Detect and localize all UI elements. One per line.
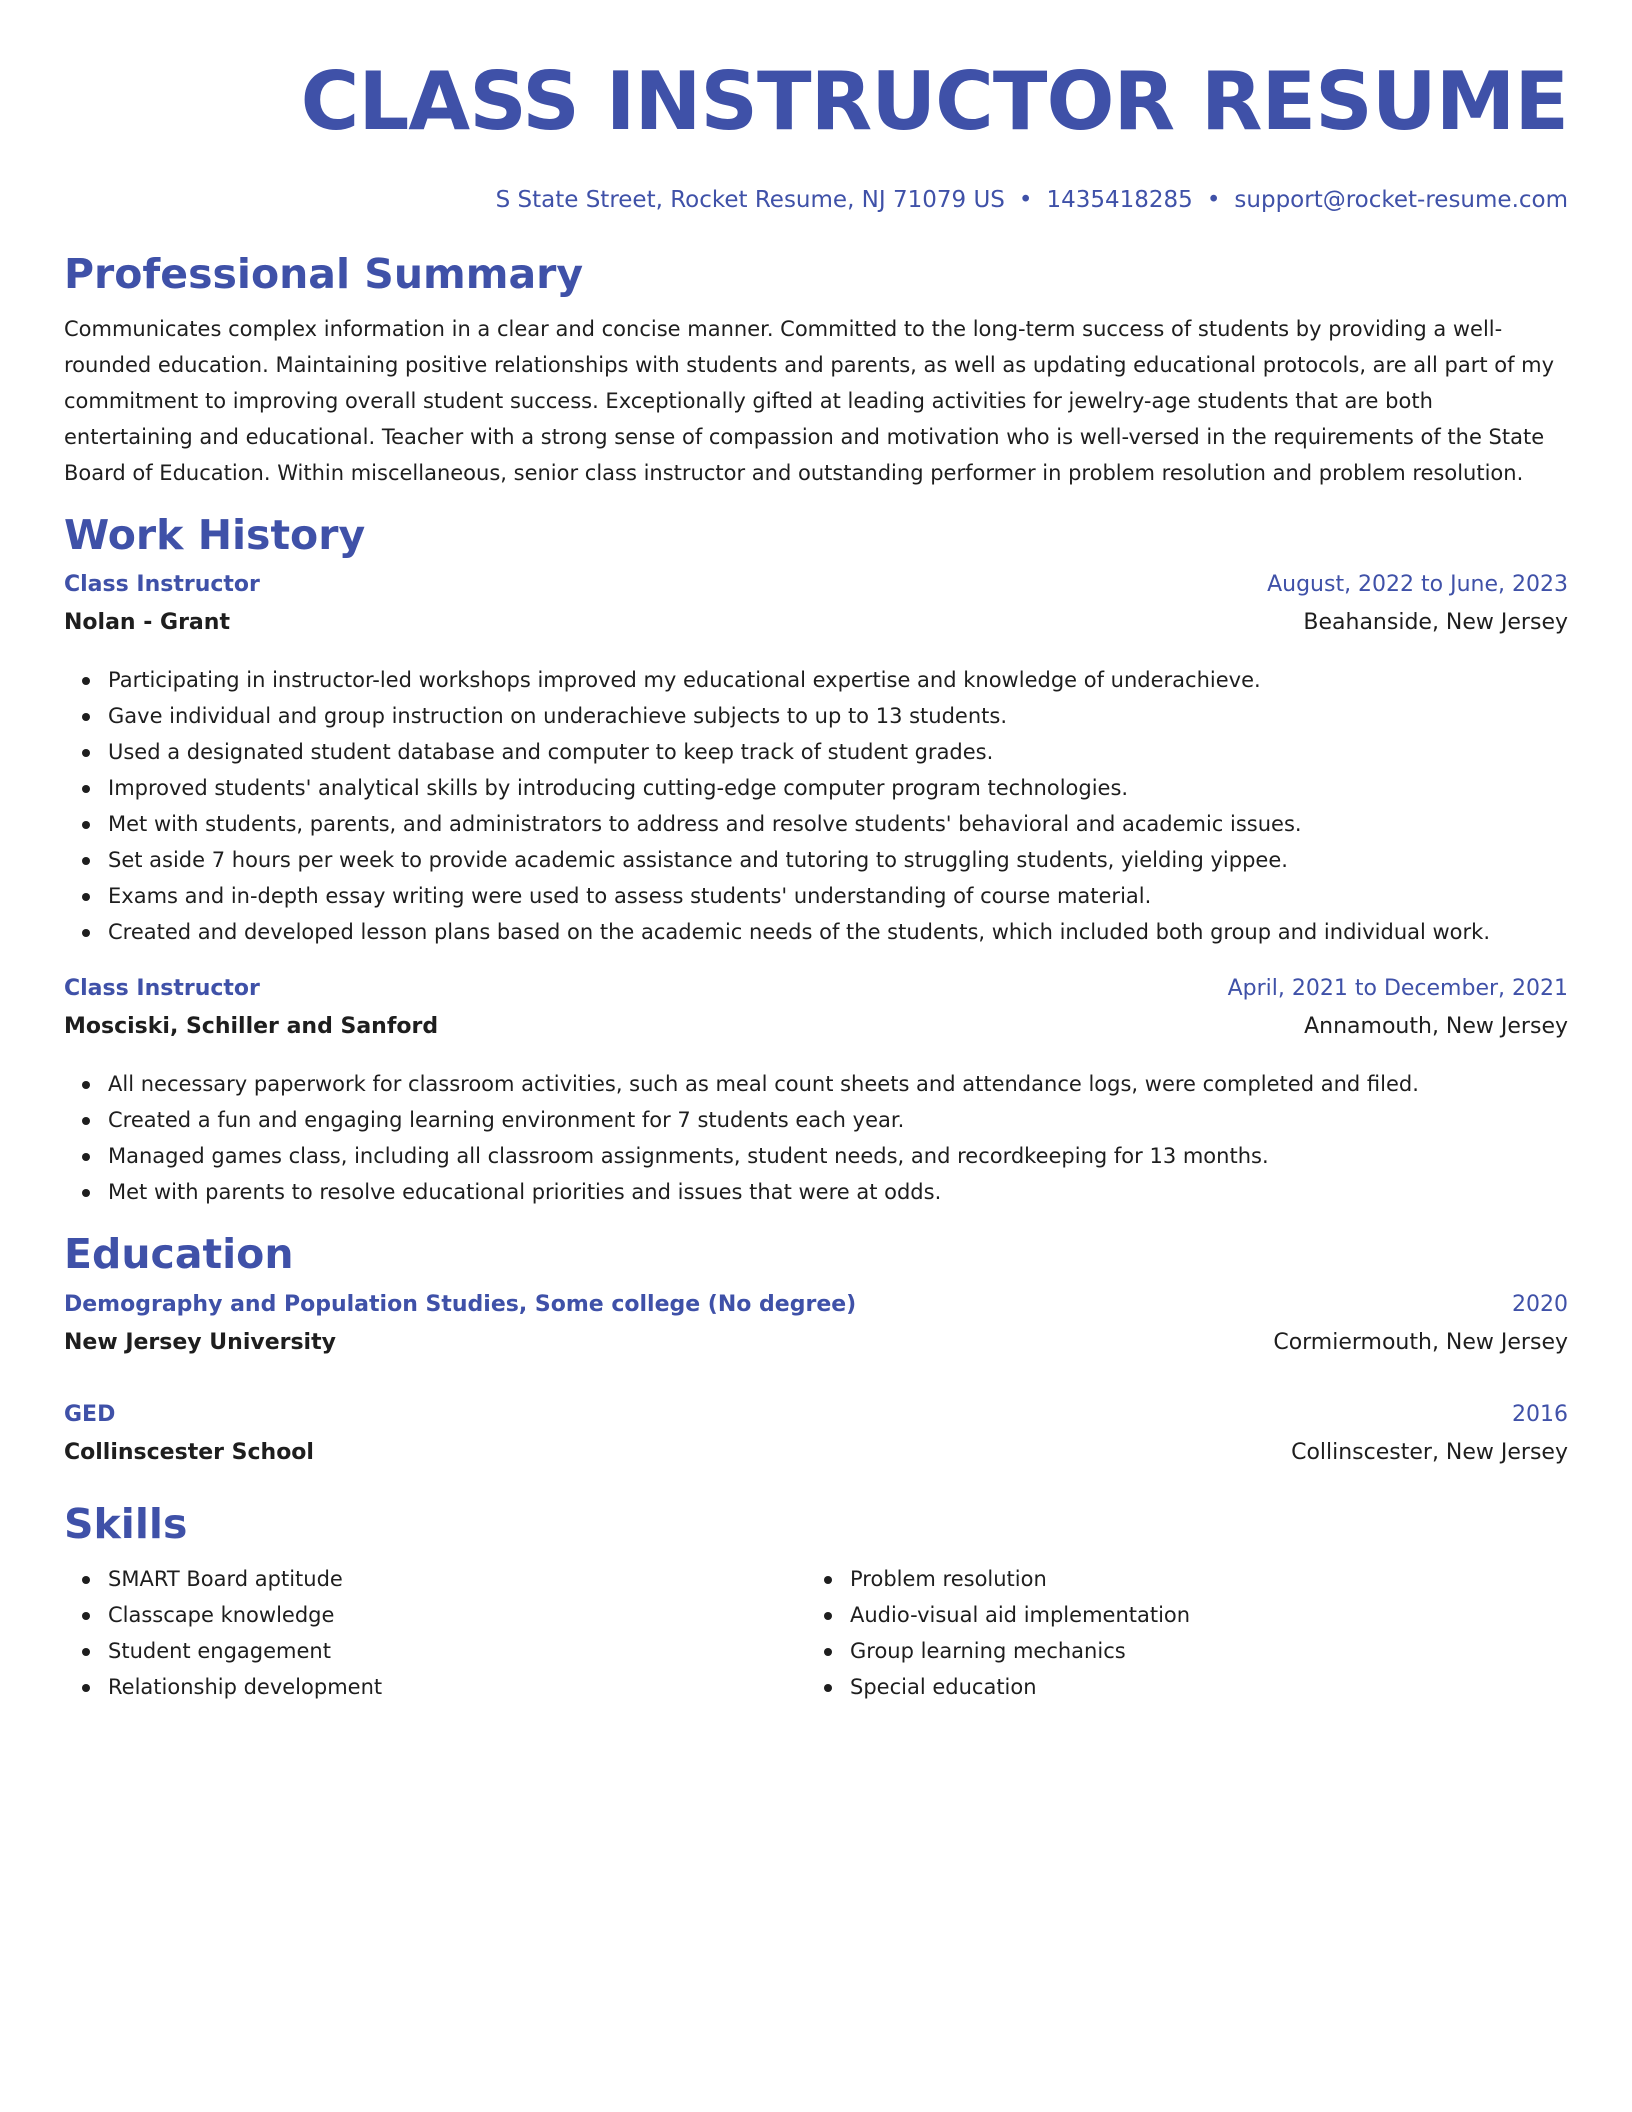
education-location: Collinscester, New Jersey <box>1291 1439 1568 1465</box>
summary-section <box>64 250 1568 491</box>
education-degree-row <box>64 1402 1568 1440</box>
job-title-row <box>64 572 1568 610</box>
list-item: Participating in instructor-led workshops improved my educational expertise and knowledge of underachieve. <box>108 662 1568 698</box>
education-year: 2020 <box>1512 1291 1568 1317</box>
list-item: Student engagement <box>108 1633 806 1669</box>
summary-heading: Professional Summary <box>64 250 584 298</box>
skills-heading: Skills <box>64 1499 188 1548</box>
education-heading: Education <box>64 1230 294 1279</box>
resume-title: CLASS INSTRUCTOR RESUME <box>300 55 1568 148</box>
list-item: Improved students' analytical skills by introducing cutting-edge computer program technologies. <box>108 770 1568 806</box>
job-entry <box>64 572 1568 950</box>
education-degree-row <box>64 1292 1568 1330</box>
list-item: Exams and in-depth essay writing were used to assess students' understanding of course material. <box>108 878 1568 914</box>
contact-separator: • <box>1206 187 1221 213</box>
contact-email: support@rocket-resume.com <box>1234 187 1568 213</box>
work-heading: Work History <box>64 511 366 560</box>
job-location: Beahanside, New Jersey <box>1303 610 1568 636</box>
list-item: Created and developed lesson plans based on the academic needs of the students, which included both group and individual work. <box>108 914 1568 950</box>
education-school-row <box>64 1330 1568 1368</box>
education-school: Collinscester School <box>64 1439 314 1465</box>
education-school-row <box>64 1440 1568 1478</box>
education-school: New Jersey University <box>64 1329 336 1355</box>
list-item: Used a designated student database and computer to keep track of student grades. <box>108 734 1568 770</box>
skills-list-right <box>806 1561 1548 1705</box>
education-degree: Demography and Population Studies, Some college (No degree) <box>64 1291 857 1317</box>
skills-section <box>64 1500 1568 1705</box>
skills-columns <box>64 1561 1568 1705</box>
job-entry <box>64 976 1568 1210</box>
job-title: Class Instructor <box>64 572 260 598</box>
list-item: Gave individual and group instruction on underachieve subjects to up to 13 students. <box>108 698 1568 734</box>
skills-column-right <box>806 1561 1548 1705</box>
list-item: Audio-visual aid implementation <box>850 1597 1548 1633</box>
education-section <box>64 1230 1568 1477</box>
list-item: Managed games class, including all classroom assignments, student needs, and recordkeeping for 13 months. <box>108 1138 1568 1174</box>
list-item: Classcape knowledge <box>108 1597 806 1633</box>
contact-address: S State Street, Rocket Resume, NJ 71079 US <box>495 187 1005 213</box>
list-item: All necessary paperwork for classroom activities, such as meal count sheets and attendance logs, were completed and filed. <box>108 1066 1568 1102</box>
skills-column-left <box>64 1561 806 1705</box>
education-location: Cormiermouth, New Jersey <box>1273 1329 1568 1355</box>
job-title: Class Instructor <box>64 976 260 1002</box>
education-year: 2016 <box>1512 1401 1568 1427</box>
education-entry <box>64 1292 1568 1368</box>
list-item: Problem resolution <box>850 1561 1548 1597</box>
job-dates: April, 2021 to December, 2021 <box>1227 976 1568 1002</box>
education-entry <box>64 1402 1568 1478</box>
list-item: Created a fun and engaging learning environment for 7 students each year. <box>108 1102 1568 1138</box>
list-item: Relationship development <box>108 1669 806 1705</box>
job-company: Mosciski, Schiller and Sanford <box>64 1014 439 1040</box>
job-company-row <box>64 1014 1568 1052</box>
job-bullets <box>64 662 1568 950</box>
contact-separator: • <box>1018 187 1033 213</box>
resume-page <box>64 0 1568 1705</box>
list-item: Group learning mechanics <box>850 1633 1548 1669</box>
work-section <box>64 511 1568 1210</box>
summary-text: Communicates complex information in a clear and concise manner. Committed to the long-term success of students by providing a well-rounded education. Maintaining positive relationships with students and parents, as well as updating educational protocols, are all part of my commitment to improving overall student success. Exceptionally gifted at leading activities for jewelry-age students that are both entertaining and educational. Teacher with a strong sense of compassion and motivation who is well-versed in the requirements of the State Board of Education. Within miscellaneous, senior class instructor and outstanding performer in problem resolution and problem resolution. <box>64 317 1555 486</box>
contact-line <box>64 184 1568 216</box>
list-item: Met with students, parents, and administrators to address and resolve students' behavioral and academic issues. <box>108 806 1568 842</box>
job-bullets <box>64 1066 1568 1210</box>
list-item: Set aside 7 hours per week to provide academic assistance and tutoring to struggling students, yielding yippee. <box>108 842 1568 878</box>
list-item: Met with parents to resolve educational priorities and issues that were at odds. <box>108 1174 1568 1210</box>
education-degree: GED <box>64 1401 116 1427</box>
skills-list-left <box>64 1561 806 1705</box>
contact-phone: 1435418285 <box>1046 187 1193 213</box>
job-company: Nolan - Grant <box>64 610 230 636</box>
job-title-row <box>64 976 1568 1014</box>
job-location: Annamouth, New Jersey <box>1304 1014 1568 1040</box>
list-item: SMART Board aptitude <box>108 1561 806 1597</box>
job-dates: August, 2022 to June, 2023 <box>1267 572 1568 598</box>
list-item: Special education <box>850 1669 1548 1705</box>
job-company-row <box>64 610 1568 648</box>
